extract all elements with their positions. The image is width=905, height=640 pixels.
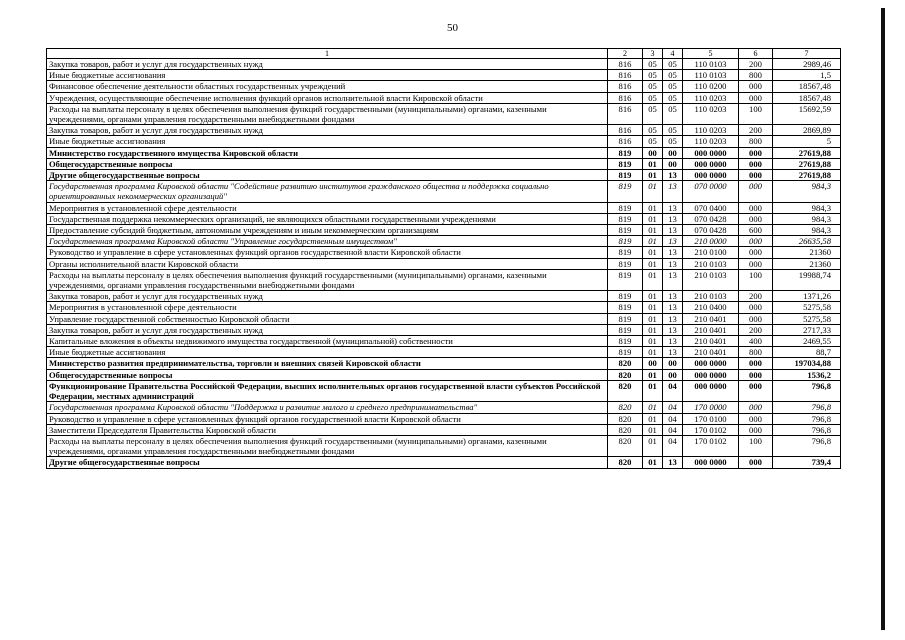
row-subsection: 13: [663, 247, 683, 258]
row-amount: 26635,58: [773, 236, 841, 247]
row-expense-type: 000: [739, 369, 773, 380]
row-target-article: 210 0401: [683, 347, 739, 358]
row-department-code: 819: [608, 170, 643, 181]
row-target-article: 110 0200: [683, 81, 739, 92]
table-row: [47, 324, 841, 335]
table-row: [47, 236, 841, 247]
table-row: [47, 302, 841, 313]
row-subsection: 04: [663, 424, 683, 435]
row-subsection: 13: [663, 236, 683, 247]
row-target-article: 110 0203: [683, 136, 739, 147]
row-section: 01: [643, 181, 663, 202]
row-department-code: 819: [608, 302, 643, 313]
row-department-code: 819: [608, 291, 643, 302]
row-subsection: 13: [663, 313, 683, 324]
column-header: 4: [663, 49, 683, 59]
row-name: Иные бюджетные ассигнования: [47, 347, 608, 358]
row-name: Иные бюджетные ассигнования: [47, 136, 608, 147]
row-target-article: 000 0000: [683, 158, 739, 169]
table-row: [47, 147, 841, 158]
row-subsection: 05: [663, 70, 683, 81]
row-subsection: 05: [663, 92, 683, 103]
row-expense-type: 200: [739, 324, 773, 335]
row-expense-type: 000: [739, 181, 773, 202]
table-row: [47, 435, 841, 456]
row-amount: 27619,88: [773, 158, 841, 169]
row-section: 05: [643, 70, 663, 81]
row-subsection: 00: [663, 158, 683, 169]
row-amount: 27619,88: [773, 147, 841, 158]
row-target-article: 210 0103: [683, 258, 739, 269]
row-name: Органы исполнительной власти Кировской области: [47, 258, 608, 269]
row-expense-type: 100: [739, 435, 773, 456]
row-section: 01: [643, 202, 663, 213]
row-section: 05: [643, 125, 663, 136]
row-target-article: 000 0000: [683, 369, 739, 380]
row-department-code: 819: [608, 213, 643, 224]
row-section: 01: [643, 158, 663, 169]
row-subsection: 04: [663, 380, 683, 401]
row-subsection: 04: [663, 413, 683, 424]
row-target-article: 170 0102: [683, 435, 739, 456]
row-name: Руководство и управление в сфере установленных функций органов государственной власти Кировской области: [47, 247, 608, 258]
table-body: [47, 49, 841, 469]
row-section: 05: [643, 136, 663, 147]
row-department-code: 816: [608, 92, 643, 103]
scan-edge-bar: [881, 8, 885, 630]
row-name: Финансовое обеспечение деятельности областных государственных учреждений: [47, 81, 608, 92]
row-expense-type: 000: [739, 213, 773, 224]
row-amount: 2869,89: [773, 125, 841, 136]
row-section: 01: [643, 258, 663, 269]
row-expense-type: 000: [739, 202, 773, 213]
row-subsection: 05: [663, 136, 683, 147]
row-amount: 796,8: [773, 413, 841, 424]
row-name: Расходы на выплаты персоналу в целях обеспечения выполнения функций государственными (муниципальными) органами, казенными учреждениями, органами управления государственными внебюджетными фондами: [47, 435, 608, 456]
column-header: 3: [643, 49, 663, 59]
row-target-article: 000 0000: [683, 457, 739, 468]
row-expense-type: 800: [739, 136, 773, 147]
column-header: 7: [773, 49, 841, 59]
row-expense-type: 000: [739, 247, 773, 258]
row-amount: 18567,48: [773, 81, 841, 92]
row-target-article: 110 0103: [683, 59, 739, 70]
row-target-article: 070 0000: [683, 181, 739, 202]
row-department-code: 819: [608, 336, 643, 347]
row-name: Закупка товаров, работ и услуг для государственных нужд: [47, 324, 608, 335]
table-row: [47, 358, 841, 369]
row-department-code: 820: [608, 402, 643, 413]
row-department-code: 816: [608, 125, 643, 136]
row-target-article: 210 0103: [683, 269, 739, 290]
row-expense-type: 000: [739, 424, 773, 435]
table-row: [47, 125, 841, 136]
row-name: Общегосударственные вопросы: [47, 158, 608, 169]
table-row: [47, 225, 841, 236]
row-amount: 5: [773, 136, 841, 147]
column-header: 5: [683, 49, 739, 59]
table-row: [47, 92, 841, 103]
row-amount: 2717,33: [773, 324, 841, 335]
table-row: [47, 70, 841, 81]
row-expense-type: 000: [739, 147, 773, 158]
row-department-code: 819: [608, 236, 643, 247]
row-section: 01: [643, 170, 663, 181]
row-subsection: 13: [663, 291, 683, 302]
table-row: [47, 291, 841, 302]
table-row: [47, 59, 841, 70]
row-name: Расходы на выплаты персоналу в целях обеспечения выполнения функций государственными (муниципальными) органами, казенными учреждениями, органами управления государственными внебюджетными фондами: [47, 269, 608, 290]
table-row: [47, 347, 841, 358]
row-subsection: 13: [663, 258, 683, 269]
row-target-article: 210 0401: [683, 336, 739, 347]
row-name: Руководство и управление в сфере установленных функций органов государственной власти Кировской области: [47, 413, 608, 424]
row-amount: 2989,46: [773, 59, 841, 70]
row-target-article: 000 0000: [683, 170, 739, 181]
row-expense-type: 000: [739, 158, 773, 169]
row-department-code: 819: [608, 158, 643, 169]
row-section: 01: [643, 313, 663, 324]
row-section: 01: [643, 380, 663, 401]
row-name: Предоставление субсидий бюджетным, автономным учреждениям и иным некоммерческим организациям: [47, 225, 608, 236]
row-department-code: 819: [608, 202, 643, 213]
row-target-article: 210 0100: [683, 247, 739, 258]
table-row: [47, 369, 841, 380]
table-row: [47, 424, 841, 435]
row-target-article: 110 0203: [683, 103, 739, 124]
row-section: 01: [643, 291, 663, 302]
row-subsection: 13: [663, 213, 683, 224]
row-expense-type: 200: [739, 291, 773, 302]
row-department-code: 819: [608, 147, 643, 158]
row-expense-type: 600: [739, 225, 773, 236]
row-expense-type: 000: [739, 358, 773, 369]
row-name: Расходы на выплаты персоналу в целях обеспечения выполнения функций государственными (муниципальными) органами, казенными учреждениями, органами управления государственными внебюджетными фондами: [47, 103, 608, 124]
row-department-code: 816: [608, 59, 643, 70]
row-amount: 21360: [773, 247, 841, 258]
table-row: [47, 202, 841, 213]
row-amount: 796,8: [773, 380, 841, 401]
row-amount: 21360: [773, 258, 841, 269]
row-section: 01: [643, 369, 663, 380]
row-name: Функционирование Правительства Российской Федерации, высших исполнительных органов государственной власти субъектов Российской Федерации, местных администраций: [47, 380, 608, 401]
row-subsection: 13: [663, 347, 683, 358]
row-subsection: 04: [663, 402, 683, 413]
row-name: Управление государственной собственностью Кировской области: [47, 313, 608, 324]
table-row: [47, 402, 841, 413]
row-expense-type: 000: [739, 413, 773, 424]
row-target-article: 110 0203: [683, 125, 739, 136]
row-department-code: 820: [608, 369, 643, 380]
row-name: Государственная поддержка некоммерческих организаций, не являющихся областными государственными учреждениями: [47, 213, 608, 224]
row-target-article: 170 0102: [683, 424, 739, 435]
row-amount: 5275,58: [773, 302, 841, 313]
row-department-code: 819: [608, 247, 643, 258]
row-name: Закупка товаров, работ и услуг для государственных нужд: [47, 125, 608, 136]
table-row: [47, 413, 841, 424]
table-row: [47, 181, 841, 202]
row-department-code: 819: [608, 347, 643, 358]
row-name: Министерство развития предпринимательства, торговли и внешних связей Кировской области: [47, 358, 608, 369]
row-section: 01: [643, 236, 663, 247]
row-subsection: 00: [663, 147, 683, 158]
row-subsection: 00: [663, 369, 683, 380]
row-target-article: 000 0000: [683, 380, 739, 401]
table-row: [47, 313, 841, 324]
table-row: [47, 81, 841, 92]
row-target-article: 110 0103: [683, 70, 739, 81]
row-expense-type: 800: [739, 347, 773, 358]
row-amount: 796,8: [773, 435, 841, 456]
row-subsection: 13: [663, 170, 683, 181]
row-expense-type: 100: [739, 103, 773, 124]
row-section: 01: [643, 413, 663, 424]
row-target-article: 210 0000: [683, 236, 739, 247]
row-amount: 1536,2: [773, 369, 841, 380]
row-target-article: 170 0100: [683, 413, 739, 424]
row-name: Министерство государственного имущества Кировской области: [47, 147, 608, 158]
table-row: [47, 380, 841, 401]
row-department-code: 819: [608, 269, 643, 290]
row-amount: 796,8: [773, 424, 841, 435]
row-name: Иные бюджетные ассигнования: [47, 70, 608, 81]
row-amount: 19988,74: [773, 269, 841, 290]
row-amount: 27619,88: [773, 170, 841, 181]
row-subsection: 05: [663, 59, 683, 70]
row-expense-type: 000: [739, 258, 773, 269]
row-subsection: 13: [663, 269, 683, 290]
row-section: 01: [643, 324, 663, 335]
row-section: 05: [643, 92, 663, 103]
row-target-article: 070 0400: [683, 202, 739, 213]
row-expense-type: 000: [739, 170, 773, 181]
row-expense-type: 100: [739, 269, 773, 290]
row-name: Государственная программа Кировской области "Поддержка и развитие малого и среднего предпринимательства": [47, 402, 608, 413]
table-row: [47, 158, 841, 169]
row-amount: 984,3: [773, 181, 841, 202]
row-subsection: 04: [663, 435, 683, 456]
table-row: [47, 258, 841, 269]
row-department-code: 816: [608, 103, 643, 124]
row-section: 05: [643, 59, 663, 70]
table-row: [47, 269, 841, 290]
row-name: Учреждения, осуществляющие обеспечение исполнения функций органов исполнительной власти Кировской области: [47, 92, 608, 103]
row-department-code: 820: [608, 380, 643, 401]
row-expense-type: 200: [739, 125, 773, 136]
row-name: Государственная программа Кировской области "Содействие развитию институтов гражданского общества и поддержка социально ориентированных некоммерческих организаций": [47, 181, 608, 202]
row-name: Капитальные вложения в объекты недвижимого имущества государственной (муниципальной) собственности: [47, 336, 608, 347]
row-subsection: 05: [663, 125, 683, 136]
row-name: Закупка товаров, работ и услуг для государственных нужд: [47, 291, 608, 302]
row-target-article: 210 0103: [683, 291, 739, 302]
row-expense-type: 400: [739, 336, 773, 347]
row-expense-type: 800: [739, 70, 773, 81]
row-name: Мероприятия в установленной сфере деятельности: [47, 202, 608, 213]
row-amount: 18567,48: [773, 92, 841, 103]
row-amount: 1371,26: [773, 291, 841, 302]
budget-table: [46, 48, 841, 469]
row-expense-type: 200: [739, 59, 773, 70]
row-name: Другие общегосударственные вопросы: [47, 170, 608, 181]
row-amount: 197034,88: [773, 358, 841, 369]
row-subsection: 13: [663, 302, 683, 313]
row-expense-type: 000: [739, 402, 773, 413]
row-amount: 1,5: [773, 70, 841, 81]
row-target-article: 000 0000: [683, 147, 739, 158]
row-target-article: 210 0400: [683, 302, 739, 313]
row-department-code: 816: [608, 136, 643, 147]
row-section: 01: [643, 269, 663, 290]
row-amount: 796,8: [773, 402, 841, 413]
row-expense-type: 000: [739, 92, 773, 103]
row-expense-type: 000: [739, 236, 773, 247]
table-row: [47, 457, 841, 468]
row-section: 01: [643, 457, 663, 468]
row-section: 01: [643, 302, 663, 313]
row-section: 01: [643, 402, 663, 413]
page-number: 50: [447, 22, 458, 34]
row-name: Другие общегосударственные вопросы: [47, 457, 608, 468]
row-section: 05: [643, 103, 663, 124]
row-section: 01: [643, 247, 663, 258]
row-name: Общегосударственные вопросы: [47, 369, 608, 380]
row-department-code: 820: [608, 358, 643, 369]
row-department-code: 819: [608, 258, 643, 269]
row-expense-type: 000: [739, 457, 773, 468]
row-subsection: 13: [663, 225, 683, 236]
row-department-code: 820: [608, 413, 643, 424]
table-row: [47, 136, 841, 147]
row-target-article: 210 0401: [683, 313, 739, 324]
row-amount: 15692,59: [773, 103, 841, 124]
row-department-code: 816: [608, 70, 643, 81]
row-department-code: 820: [608, 435, 643, 456]
table-row: [47, 170, 841, 181]
row-expense-type: 000: [739, 380, 773, 401]
row-target-article: 110 0203: [683, 92, 739, 103]
row-section: 01: [643, 225, 663, 236]
row-amount: 984,3: [773, 225, 841, 236]
row-subsection: 13: [663, 181, 683, 202]
row-subsection: 05: [663, 103, 683, 124]
row-amount: 739,4: [773, 457, 841, 468]
row-section: 01: [643, 435, 663, 456]
row-department-code: 819: [608, 225, 643, 236]
row-subsection: 00: [663, 358, 683, 369]
row-subsection: 13: [663, 336, 683, 347]
column-header: 2: [608, 49, 643, 59]
column-header: 1: [47, 49, 608, 59]
column-header: 6: [739, 49, 773, 59]
row-expense-type: 000: [739, 81, 773, 92]
row-section: 00: [643, 147, 663, 158]
table-row: [47, 103, 841, 124]
row-target-article: 000 0000: [683, 358, 739, 369]
row-target-article: 210 0401: [683, 324, 739, 335]
row-department-code: 819: [608, 313, 643, 324]
row-subsection: 13: [663, 324, 683, 335]
row-amount: 984,3: [773, 213, 841, 224]
row-section: 01: [643, 347, 663, 358]
row-subsection: 05: [663, 81, 683, 92]
row-section: 01: [643, 336, 663, 347]
row-target-article: 070 0428: [683, 213, 739, 224]
row-department-code: 819: [608, 324, 643, 335]
row-amount: 5275,58: [773, 313, 841, 324]
row-name: Заместители Председателя Правительства Кировской области: [47, 424, 608, 435]
table-row: [47, 336, 841, 347]
row-department-code: 816: [608, 81, 643, 92]
row-name: Мероприятия в установленной сфере деятельности: [47, 302, 608, 313]
row-name: Государственная программа Кировской области "Управление государственным имуществом": [47, 236, 608, 247]
row-amount: 984,3: [773, 202, 841, 213]
row-department-code: 819: [608, 181, 643, 202]
row-department-code: 820: [608, 424, 643, 435]
table-header-row: [47, 49, 841, 59]
row-section: 05: [643, 81, 663, 92]
row-subsection: 13: [663, 457, 683, 468]
row-section: 00: [643, 358, 663, 369]
row-amount: 88,7: [773, 347, 841, 358]
row-section: 01: [643, 213, 663, 224]
row-subsection: 13: [663, 202, 683, 213]
row-department-code: 820: [608, 457, 643, 468]
row-amount: 2469,55: [773, 336, 841, 347]
table-row: [47, 247, 841, 258]
row-name: Закупка товаров, работ и услуг для государственных нужд: [47, 59, 608, 70]
row-target-article: 070 0428: [683, 225, 739, 236]
row-expense-type: 000: [739, 302, 773, 313]
table-row: [47, 213, 841, 224]
row-section: 01: [643, 424, 663, 435]
row-target-article: 170 0000: [683, 402, 739, 413]
row-expense-type: 000: [739, 313, 773, 324]
